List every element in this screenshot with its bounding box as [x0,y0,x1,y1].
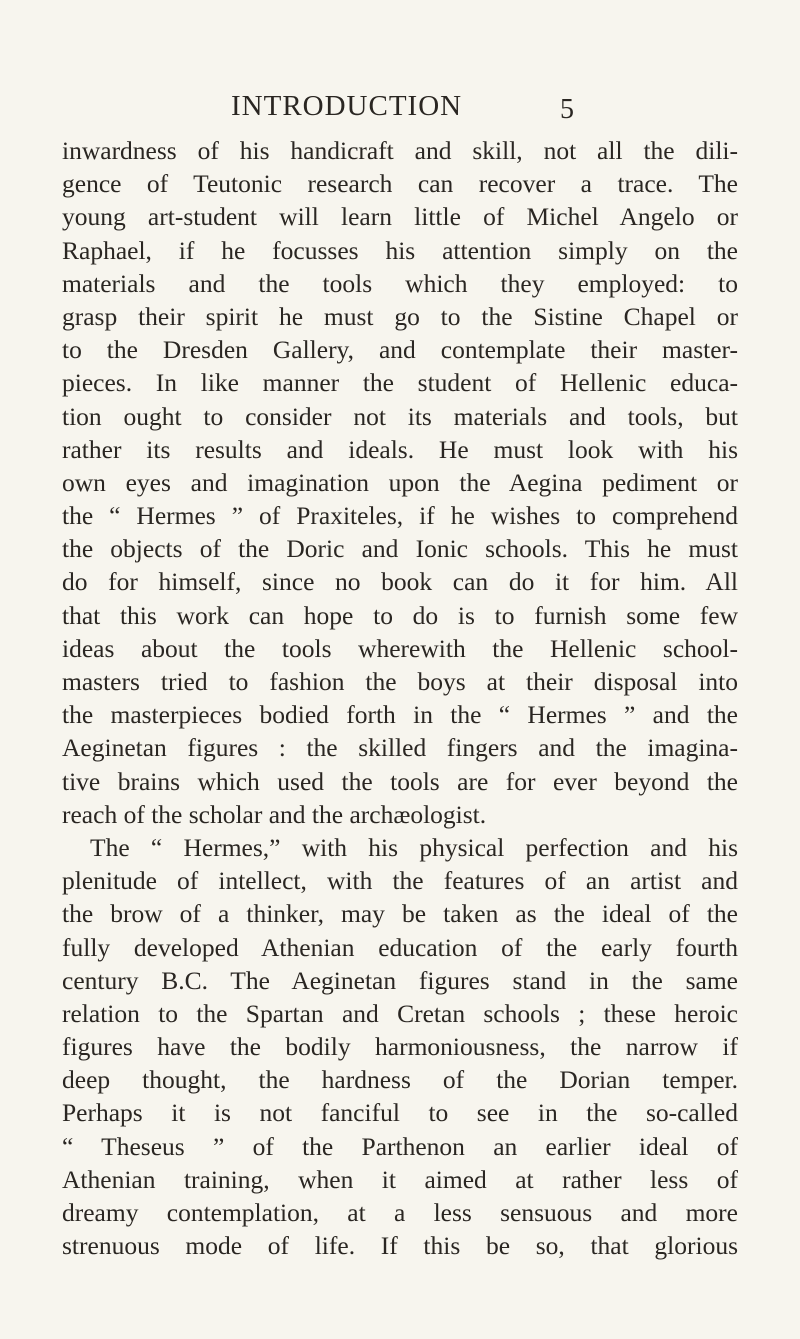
text-line: reach of the scholar and the archæologist. [62,799,487,829]
body-text [62,134,738,1262]
text-line: masters tried to fashion the boys at their disposal into [62,667,738,696]
page-number: 5 [560,94,574,125]
text-line: figures have the bodily harmoniousness, the narrow if [62,1032,738,1062]
text-line: pieces. In like manner the student of Hellenic educa- [62,368,738,398]
text-line: tion ought to consider not its materials and tools, but [62,401,738,431]
text-line: century B.C. The Aeginetan figures stand in the same [62,965,738,995]
text-line: dreamy contemplation, at a less sensuous and more [62,1198,738,1227]
text-line: fully developed Athenian education of the early fourth [62,932,738,962]
text-line: grasp their spirit he must go to the Sistine Chapel or [62,301,738,331]
text-line: do for himself, since no book can do it for him. All [62,567,738,597]
text-line: Perhaps it is not fanciful to see in the so-called [62,1098,738,1128]
text-line: strenuous mode of life. If this be so, that glorious [62,1231,738,1261]
text-line: plenitude of intellect, with the features of an artist and [62,866,738,896]
text-line: inwardness of his handicraft and skill, not all the dili- [62,136,738,165]
text-line: Raphael, if he focusses his attention simply on the [62,235,738,265]
text-line: deep thought, the hardness of the Dorian temper. [62,1065,738,1095]
running-head: INTRODUCTION [231,90,463,122]
text-line: The “ Hermes,” with his physical perfection and his [90,832,738,862]
text-line: ideas about the tools wherewith the Hellenic school- [62,633,738,663]
text-line: own eyes and imagination upon the Aegina pediment or [62,467,738,497]
text-line: Aeginetan figures : the skilled fingers and the imagina- [62,733,738,763]
text-line: the objects of the Doric and Ionic schools. This he must [62,534,738,564]
text-line: young art-student will learn little of Michel Angelo or [62,202,738,232]
text-line: tive brains which used the tools are for ever beyond the [62,766,738,796]
text-line: Athenian training, when it aimed at rather less of [62,1164,738,1194]
text-line: that this work can hope to do is to furnish some few [62,600,738,630]
text-line: the masterpieces bodied forth in the “ Hermes ” and the [62,700,738,730]
text-line: materials and the tools which they employed: to [62,268,738,298]
text-line: rather its results and ideals. He must look with his [62,434,738,464]
text-line: the “ Hermes ” of Praxiteles, if he wishes to comprehend [62,501,738,531]
text-line: relation to the Spartan and Cretan schools ; these heroic [62,998,738,1028]
text-line: the brow of a thinker, may be taken as the ideal of the [62,899,738,929]
text-line: gence of Teutonic research can recover a trace. The [62,169,738,199]
text-line: “ Theseus ” of the Parthenon an earlier ideal of [62,1131,738,1161]
text-line: to the Dresden Gallery, and contemplate their master- [62,335,738,365]
